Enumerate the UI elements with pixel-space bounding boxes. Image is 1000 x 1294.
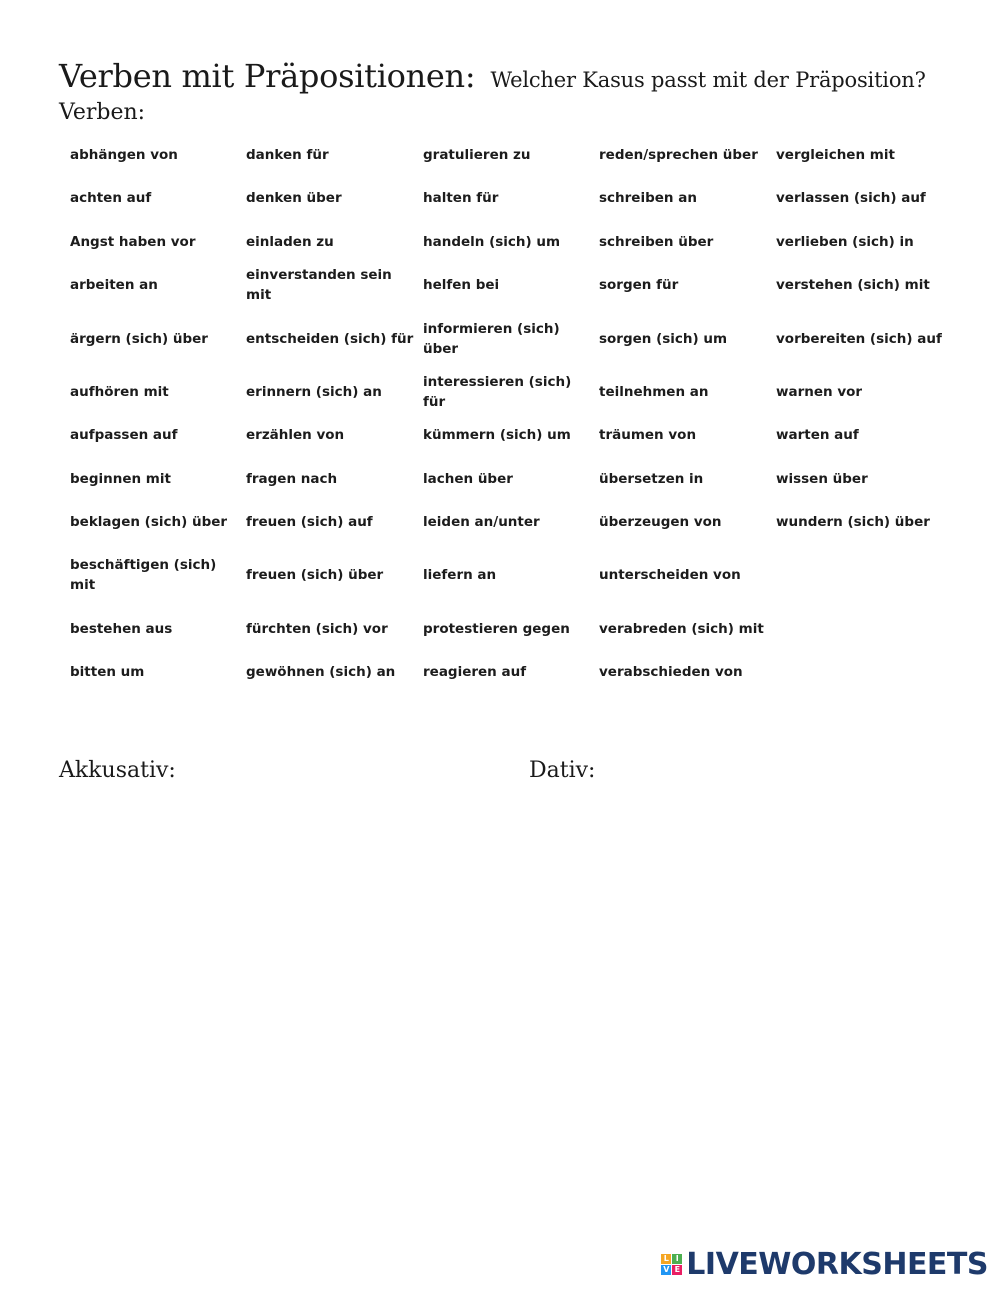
verb-item[interactable]: interessieren (sich) für [423, 374, 572, 410]
verb-item[interactable]: übersetzen in [599, 471, 704, 487]
logo-tile: E [672, 1265, 682, 1275]
verb-item[interactable]: wissen über [776, 471, 868, 487]
verb-item[interactable]: wundern (sich) über [776, 514, 930, 530]
verb-item[interactable]: bestehen aus [70, 621, 173, 637]
verb-item[interactable]: warnen vor [776, 384, 863, 400]
verb-item[interactable]: bitten um [70, 664, 145, 680]
verb-item[interactable]: danken für [246, 147, 329, 163]
logo-text: LIVEWORKSHEETS [686, 1247, 988, 1282]
verb-item[interactable]: entscheiden (sich) für [246, 331, 414, 347]
verb-item[interactable]: träumen von [599, 427, 697, 443]
logo-tile: V [663, 1265, 670, 1274]
verb-item[interactable]: verstehen (sich) mit [776, 277, 930, 293]
verb-item[interactable]: reden/sprechen über [599, 147, 758, 163]
logo-mark-icon [661, 1254, 682, 1275]
verb-item[interactable]: erinnern (sich) an [246, 384, 382, 400]
verb-item[interactable]: aufhören mit [70, 384, 169, 400]
verb-item[interactable]: liefern an [423, 567, 497, 583]
verb-item[interactable]: sorgen für [599, 277, 679, 293]
verb-item[interactable]: verabreden (sich) mit [599, 621, 764, 637]
logo-tile: L [661, 1254, 671, 1264]
verb-item[interactable]: verlieben (sich) in [776, 234, 914, 250]
verb-item[interactable]: handeln (sich) um [423, 234, 561, 250]
verb-item[interactable]: abhängen von [70, 147, 178, 163]
verb-item[interactable]: beginnen mit [70, 471, 171, 487]
verb-item[interactable]: lachen über [423, 471, 513, 487]
verb-item[interactable]: beschäftigen (sich) mit [70, 557, 217, 593]
verb-grid [70, 135, 950, 695]
page-title: Verben mit Präpositionen: [59, 57, 476, 95]
verb-item[interactable]: schreiben über [599, 234, 714, 250]
dativ-heading: Dativ: [529, 758, 596, 783]
verb-item[interactable]: kümmern (sich) um [423, 427, 571, 443]
verb-item[interactable]: einverstanden sein mit [246, 267, 392, 303]
verb-item[interactable]: vorbereiten (sich) auf [776, 331, 942, 347]
verb-item[interactable]: protestieren gegen [423, 621, 570, 637]
verb-item[interactable]: achten auf [70, 190, 152, 206]
verb-item[interactable]: einladen zu [246, 234, 334, 250]
verb-item[interactable]: schreiben an [599, 190, 697, 206]
verb-item[interactable]: ärgern (sich) über [70, 331, 208, 347]
verb-item[interactable]: verlassen (sich) auf [776, 190, 926, 206]
akkusativ-heading: Akkusativ: [59, 758, 176, 783]
verb-item[interactable]: warten auf [776, 427, 859, 443]
logo-tile: I [672, 1254, 682, 1264]
verb-item[interactable]: halten für [423, 190, 499, 206]
verb-item[interactable]: aufpassen auf [70, 427, 178, 443]
verb-item[interactable]: vergleichen mit [776, 147, 895, 163]
verb-item[interactable]: arbeiten an [70, 277, 158, 293]
verb-item[interactable]: denken über [246, 190, 342, 206]
liveworksheets-logo [661, 1247, 988, 1282]
verb-item[interactable]: informieren (sich) über [423, 321, 560, 357]
verb-item[interactable]: helfen bei [423, 277, 500, 293]
verb-item[interactable]: teilnehmen an [599, 384, 709, 400]
verb-item[interactable]: gratulieren zu [423, 147, 531, 163]
worksheet-header [59, 57, 926, 95]
verbs-heading: Verben: [59, 100, 146, 125]
verb-item[interactable]: sorgen (sich) um [599, 331, 728, 347]
verb-item[interactable]: überzeugen von [599, 514, 722, 530]
verb-item[interactable]: erzählen von [246, 427, 345, 443]
verb-item[interactable]: freuen (sich) auf [246, 514, 373, 530]
verb-item[interactable]: gewöhnen (sich) an [246, 664, 396, 680]
verb-item[interactable]: fragen nach [246, 471, 338, 487]
page-subtitle: Welcher Kasus passt mit der Präposition? [490, 68, 926, 92]
verb-item[interactable]: reagieren auf [423, 664, 527, 680]
verb-item[interactable]: Angst haben vor [70, 234, 196, 250]
verb-item[interactable]: unterscheiden von [599, 567, 741, 583]
verb-item[interactable]: freuen (sich) über [246, 567, 384, 583]
verb-item[interactable]: beklagen (sich) über [70, 514, 228, 530]
verb-item[interactable]: verabschieden von [599, 664, 743, 680]
verb-item[interactable]: leiden an/unter [423, 514, 540, 530]
verb-item[interactable]: fürchten (sich) vor [246, 621, 388, 637]
